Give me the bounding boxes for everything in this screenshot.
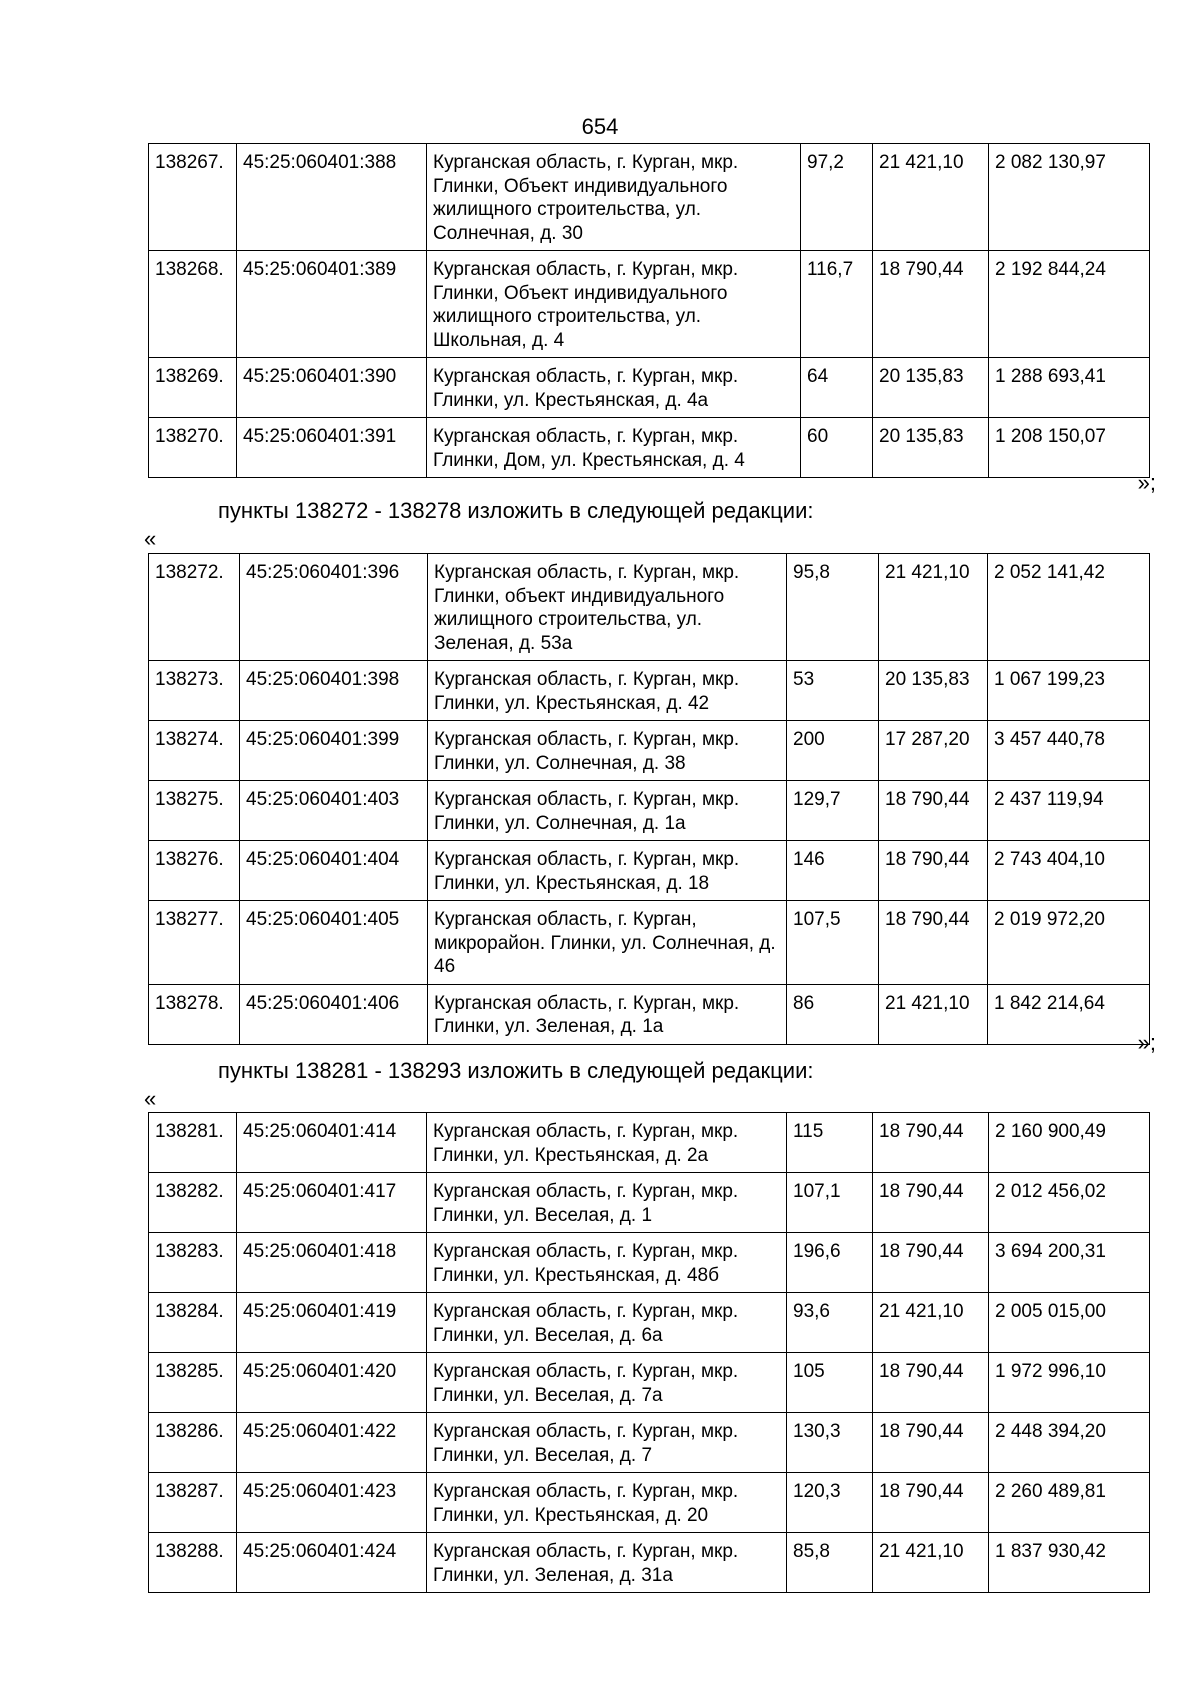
- cadastral-value-cell: 2 012 456,02: [989, 1173, 1150, 1233]
- cadastral-number-cell: 45:25:060401:414: [237, 1113, 427, 1173]
- area-cell: 86: [787, 984, 879, 1044]
- row-number-cell: 138275.: [149, 781, 240, 841]
- table-row: [149, 144, 1150, 251]
- row-number-cell: 138273.: [149, 661, 240, 721]
- specific-value-cell: 20 135,83: [879, 661, 988, 721]
- address-cell: Курганская область, г. Курган, мкр. Глинки, ул. Веселая, д. 7а: [427, 1353, 787, 1413]
- specific-value-cell: 20 135,83: [873, 358, 989, 418]
- area-cell: 107,1: [787, 1173, 873, 1233]
- table-row: [149, 781, 1150, 841]
- area-cell: 105: [787, 1353, 873, 1413]
- address-cell: Курганская область, г. Курган, мкр. Глинки, Объект индивидуального жилищного строительства, ул. Школьная, д. 4: [427, 251, 801, 358]
- opening-quote: «: [144, 526, 157, 551]
- cadastral-table-3: [148, 1112, 1150, 1593]
- cadastral-number-cell: 45:25:060401:399: [240, 721, 428, 781]
- table-row: [149, 1473, 1150, 1533]
- table-row: [149, 1113, 1150, 1173]
- address-cell: Курганская область, г. Курган, мкр. Глинки, ул. Крестьянская, д. 48б: [427, 1233, 787, 1293]
- row-number-cell: 138270.: [149, 418, 237, 478]
- address-cell: Курганская область, г. Курган, мкр. Глинки, ул. Солнечная, д. 38: [428, 721, 787, 781]
- specific-value-cell: 21 421,10: [873, 1533, 989, 1593]
- area-cell: 196,6: [787, 1233, 873, 1293]
- cadastral-value-cell: 2 260 489,81: [989, 1473, 1150, 1533]
- specific-value-cell: 18 790,44: [873, 251, 989, 358]
- cadastral-number-cell: 45:25:060401:424: [237, 1533, 427, 1593]
- address-cell: Курганская область, г. Курган, мкр. Глинки, ул. Крестьянская, д. 2а: [427, 1113, 787, 1173]
- row-number-cell: 138277.: [149, 901, 240, 985]
- cadastral-value-cell: 2 005 015,00: [989, 1293, 1150, 1353]
- cadastral-number-cell: 45:25:060401:405: [240, 901, 428, 985]
- table-row: [149, 251, 1150, 358]
- row-number-cell: 138276.: [149, 841, 240, 901]
- table-row: [149, 1173, 1150, 1233]
- address-cell: Курганская область, г. Курган, мкр. Глинки, ул. Крестьянская, д. 4а: [427, 358, 801, 418]
- row-number-cell: 138288.: [149, 1533, 237, 1593]
- cadastral-value-cell: 2 192 844,24: [989, 251, 1150, 358]
- cadastral-value-cell: 1 972 996,10: [989, 1353, 1150, 1413]
- address-cell: Курганская область, г. Курган, мкр. Глинки, Дом, ул. Крестьянская, д. 4: [427, 418, 801, 478]
- cadastral-value-cell: 1 837 930,42: [989, 1533, 1150, 1593]
- cadastral-number-cell: 45:25:060401:398: [240, 661, 428, 721]
- address-cell: Курганская область, г. Курган, мкр. Глинки, ул. Крестьянская, д. 18: [428, 841, 787, 901]
- closing-quote: »;: [1137, 470, 1156, 495]
- area-cell: 60: [801, 418, 873, 478]
- row-number-cell: 138269.: [149, 358, 237, 418]
- area-cell: 85,8: [787, 1533, 873, 1593]
- address-cell: Курганская область, г. Курган, мкр. Глинки, ул. Веселая, д. 7: [427, 1413, 787, 1473]
- address-cell: Курганская область, г. Курган, микрорайон. Глинки, ул. Солнечная, д. 46: [428, 901, 787, 985]
- table-row: [149, 1233, 1150, 1293]
- row-number-cell: 138267.: [149, 144, 237, 251]
- area-cell: 116,7: [801, 251, 873, 358]
- address-cell: Курганская область, г. Курган, мкр. Глинки, ул. Зеленая, д. 31а: [427, 1533, 787, 1593]
- table-row: [149, 1293, 1150, 1353]
- area-cell: 64: [801, 358, 873, 418]
- table-row: [149, 721, 1150, 781]
- area-cell: 93,6: [787, 1293, 873, 1353]
- table-row: [149, 1353, 1150, 1413]
- table-row: [149, 841, 1150, 901]
- cadastral-value-cell: 3 457 440,78: [988, 721, 1150, 781]
- specific-value-cell: 21 421,10: [879, 984, 988, 1044]
- row-number-cell: 138287.: [149, 1473, 237, 1533]
- table-row: [149, 1413, 1150, 1473]
- specific-value-cell: 18 790,44: [879, 901, 988, 985]
- cadastral-number-cell: 45:25:060401:391: [237, 418, 427, 478]
- address-cell: Курганская область, г. Курган, мкр. Глинки, ул. Веселая, д. 1: [427, 1173, 787, 1233]
- table-row: [149, 1533, 1150, 1593]
- cadastral-number-cell: 45:25:060401:423: [237, 1473, 427, 1533]
- area-cell: 53: [787, 661, 879, 721]
- cadastral-number-cell: 45:25:060401:419: [237, 1293, 427, 1353]
- table-row: [149, 358, 1150, 418]
- closing-quote: »;: [1137, 1030, 1156, 1055]
- amendment-instruction: пункты 138272 - 138278 изложить в следующей редакции:: [218, 498, 814, 523]
- area-cell: 130,3: [787, 1413, 873, 1473]
- specific-value-cell: 21 421,10: [873, 144, 989, 251]
- address-cell: Курганская область, г. Курган, мкр. Глинки, ул. Солнечная, д. 1а: [428, 781, 787, 841]
- cadastral-value-cell: 3 694 200,31: [989, 1233, 1150, 1293]
- cadastral-value-cell: 1 842 214,64: [988, 984, 1150, 1044]
- specific-value-cell: 18 790,44: [873, 1233, 989, 1293]
- specific-value-cell: 17 287,20: [879, 721, 988, 781]
- area-cell: 146: [787, 841, 879, 901]
- table-row: [149, 554, 1150, 661]
- specific-value-cell: 21 421,10: [873, 1293, 989, 1353]
- cadastral-value-cell: 1 208 150,07: [989, 418, 1150, 478]
- table-row: [149, 901, 1150, 985]
- area-cell: 107,5: [787, 901, 879, 985]
- cadastral-number-cell: 45:25:060401:388: [237, 144, 427, 251]
- row-number-cell: 138284.: [149, 1293, 237, 1353]
- cadastral-value-cell: 2 743 404,10: [988, 841, 1150, 901]
- table-row: [149, 661, 1150, 721]
- area-cell: 97,2: [801, 144, 873, 251]
- cadastral-number-cell: 45:25:060401:418: [237, 1233, 427, 1293]
- specific-value-cell: 18 790,44: [879, 841, 988, 901]
- cadastral-number-cell: 45:25:060401:417: [237, 1173, 427, 1233]
- specific-value-cell: 18 790,44: [873, 1413, 989, 1473]
- specific-value-cell: 18 790,44: [879, 781, 988, 841]
- address-cell: Курганская область, г. Курган, мкр. Глинки, объект индивидуального жилищного строительства, ул. Зеленая, д. 53а: [428, 554, 787, 661]
- cadastral-value-cell: 2 082 130,97: [989, 144, 1150, 251]
- row-number-cell: 138286.: [149, 1413, 237, 1473]
- row-number-cell: 138283.: [149, 1233, 237, 1293]
- amendment-instruction: пункты 138281 - 138293 изложить в следующей редакции:: [218, 1058, 814, 1083]
- row-number-cell: 138282.: [149, 1173, 237, 1233]
- cadastral-number-cell: 45:25:060401:420: [237, 1353, 427, 1413]
- cadastral-number-cell: 45:25:060401:396: [240, 554, 428, 661]
- address-cell: Курганская область, г. Курган, мкр. Глинки, ул. Зеленая, д. 1а: [428, 984, 787, 1044]
- cadastral-value-cell: 1 288 693,41: [989, 358, 1150, 418]
- specific-value-cell: 18 790,44: [873, 1473, 989, 1533]
- address-cell: Курганская область, г. Курган, мкр. Глинки, ул. Веселая, д. 6а: [427, 1293, 787, 1353]
- address-cell: Курганская область, г. Курган, мкр. Глинки, ул. Крестьянская, д. 42: [428, 661, 787, 721]
- row-number-cell: 138274.: [149, 721, 240, 781]
- specific-value-cell: 18 790,44: [873, 1353, 989, 1413]
- table-row: [149, 984, 1150, 1044]
- cadastral-table-1: [148, 143, 1150, 478]
- area-cell: 200: [787, 721, 879, 781]
- cadastral-table-2: [148, 553, 1150, 1045]
- specific-value-cell: 21 421,10: [879, 554, 988, 661]
- area-cell: 95,8: [787, 554, 879, 661]
- page-number: 654: [581, 114, 619, 139]
- opening-quote: «: [144, 1086, 157, 1111]
- area-cell: 120,3: [787, 1473, 873, 1533]
- address-cell: Курганская область, г. Курган, мкр. Глинки, Объект индивидуального жилищного строительства, ул. Солнечная, д. 30: [427, 144, 801, 251]
- cadastral-value-cell: 2 052 141,42: [988, 554, 1150, 661]
- cadastral-value-cell: 2 437 119,94: [988, 781, 1150, 841]
- specific-value-cell: 18 790,44: [873, 1113, 989, 1173]
- cadastral-number-cell: 45:25:060401:422: [237, 1413, 427, 1473]
- address-cell: Курганская область, г. Курган, мкр. Глинки, ул. Крестьянская, д. 20: [427, 1473, 787, 1533]
- area-cell: 129,7: [787, 781, 879, 841]
- cadastral-value-cell: 2 019 972,20: [988, 901, 1150, 985]
- cadastral-number-cell: 45:25:060401:404: [240, 841, 428, 901]
- cadastral-number-cell: 45:25:060401:403: [240, 781, 428, 841]
- specific-value-cell: 20 135,83: [873, 418, 989, 478]
- row-number-cell: 138285.: [149, 1353, 237, 1413]
- row-number-cell: 138281.: [149, 1113, 237, 1173]
- row-number-cell: 138268.: [149, 251, 237, 358]
- cadastral-value-cell: 1 067 199,23: [988, 661, 1150, 721]
- cadastral-value-cell: 2 448 394,20: [989, 1413, 1150, 1473]
- row-number-cell: 138278.: [149, 984, 240, 1044]
- cadastral-number-cell: 45:25:060401:390: [237, 358, 427, 418]
- cadastral-number-cell: 45:25:060401:389: [237, 251, 427, 358]
- table-row: [149, 418, 1150, 478]
- specific-value-cell: 18 790,44: [873, 1173, 989, 1233]
- row-number-cell: 138272.: [149, 554, 240, 661]
- cadastral-number-cell: 45:25:060401:406: [240, 984, 428, 1044]
- cadastral-value-cell: 2 160 900,49: [989, 1113, 1150, 1173]
- area-cell: 115: [787, 1113, 873, 1173]
